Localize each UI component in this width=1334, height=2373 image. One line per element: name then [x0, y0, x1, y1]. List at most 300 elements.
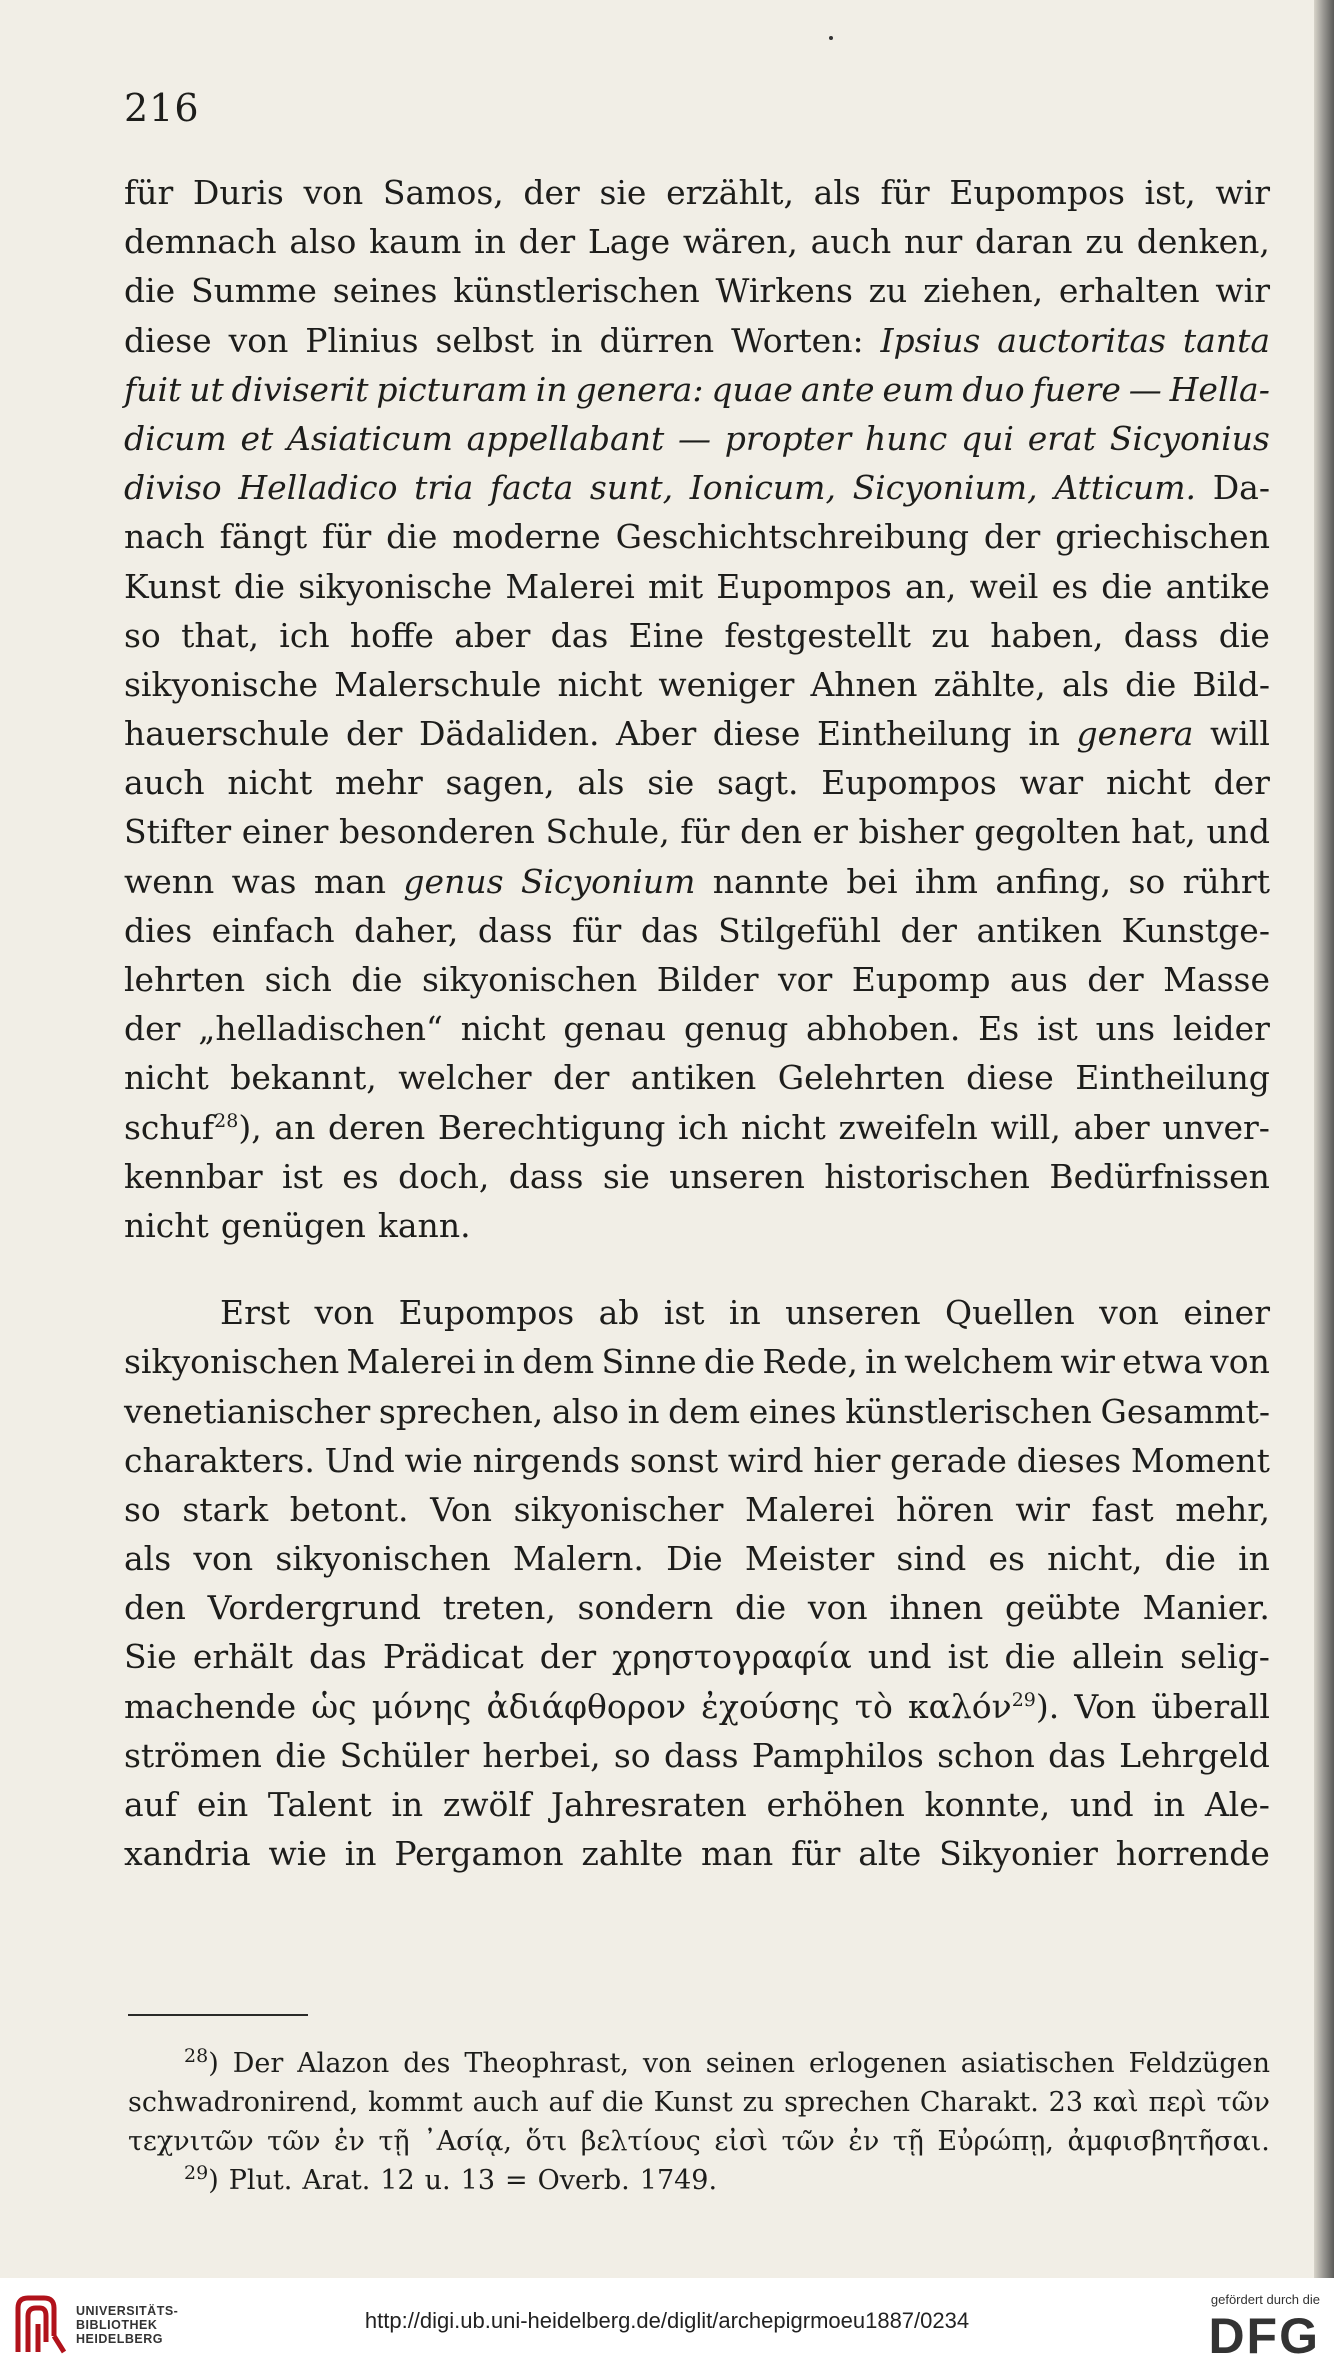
word: Sicyonium [520, 861, 696, 901]
text-line [124, 1829, 1270, 1878]
word: erlogenen [808, 2048, 947, 2079]
word: griechischen [1055, 517, 1270, 557]
word: mehr, [1175, 1489, 1270, 1529]
word: $^{29}$) [184, 2162, 219, 2196]
word: des [403, 2048, 451, 2079]
text-line [124, 955, 1270, 1004]
word: seinen [705, 2048, 795, 2079]
word: sie [647, 763, 695, 803]
word: picturam [376, 369, 528, 409]
word: diese [966, 1058, 1054, 1098]
word: wird [727, 1440, 804, 1480]
word: xandria [124, 1834, 251, 1874]
text-line [124, 1534, 1270, 1583]
word: und [1069, 1785, 1134, 1824]
text-line [124, 857, 1270, 906]
word: nannte [712, 861, 829, 901]
word: ich [279, 615, 330, 655]
word: ziehen, [923, 271, 1044, 311]
word: einer [241, 812, 329, 852]
word: nicht [557, 664, 643, 704]
word: Stifter [124, 812, 232, 852]
word: den [124, 1588, 186, 1628]
word: das [550, 615, 609, 655]
word: von [1210, 1342, 1270, 1382]
word: duo [962, 369, 1025, 409]
word: kaum [369, 222, 462, 262]
word: Bedürfnissen [1049, 1156, 1270, 1196]
word: auch [810, 222, 892, 262]
word: mehr [334, 763, 423, 803]
word: diviserit [231, 369, 369, 409]
word: nicht [124, 1058, 209, 1098]
word: dem [668, 1391, 741, 1431]
word: nicht [227, 763, 313, 803]
word: weil [969, 566, 1039, 606]
word: der [518, 222, 576, 262]
word: 1749. [639, 2165, 718, 2196]
footer-bar [0, 2278, 1334, 2373]
word: auch [124, 763, 205, 803]
word: περὶ [1148, 2087, 1207, 2118]
word: kennbar [124, 1156, 263, 1196]
word: selbst [435, 320, 534, 360]
text-line [124, 1288, 1270, 1337]
word: Pamphilos [751, 1735, 924, 1775]
word: ante [800, 369, 875, 409]
word: die [1218, 615, 1270, 655]
word: demnach [124, 222, 277, 262]
word: von [1099, 1293, 1159, 1333]
word: hat, [1131, 812, 1196, 852]
word: bekannt, [230, 1058, 377, 1098]
word: sikyonischer [513, 1489, 724, 1529]
word: der [1087, 960, 1144, 999]
word: sprechen [784, 2087, 910, 2118]
word: Samos, [382, 173, 504, 212]
word: — [677, 418, 711, 458]
word: auch [472, 2087, 539, 2118]
word: künstlerischen [845, 1391, 1092, 1431]
word: ist [1037, 1009, 1078, 1049]
word: allein [1071, 1637, 1164, 1677]
word: τὸ [854, 1686, 893, 1726]
text-line [124, 414, 1270, 463]
word: 23 [1048, 2087, 1084, 2118]
word: Alazon [297, 2048, 390, 2079]
word: Eine [628, 615, 705, 655]
word: ihnen [889, 1588, 984, 1628]
word: Sikyonier [939, 1834, 1098, 1874]
word: ist, [1144, 173, 1196, 212]
word: Es [978, 1009, 1020, 1049]
word: nicht [460, 1009, 546, 1049]
word: Vordergrund [207, 1588, 422, 1628]
word: erhalten [1058, 271, 1200, 311]
word: schuf$^{28}$), [124, 1107, 262, 1147]
word: Eintheilung [1075, 1058, 1270, 1098]
word: zahlte [581, 1834, 684, 1874]
word: Atticum. [1054, 468, 1197, 508]
word: Hella- [1169, 369, 1270, 409]
word: diviso [124, 468, 222, 508]
word: Lehrgeld [1119, 1735, 1270, 1775]
word: Ionicum, [689, 468, 836, 508]
word: zweifeln [838, 1107, 978, 1147]
word: Erst [220, 1293, 291, 1333]
word: Plinius [305, 320, 419, 360]
text-line [124, 1201, 1270, 1250]
word: horrende [1115, 1834, 1270, 1874]
word: in [391, 1785, 424, 1824]
word: in [483, 1342, 515, 1382]
word: dicum [124, 418, 227, 458]
word: sunt, [589, 468, 674, 508]
word: Der [232, 2048, 284, 2079]
word: als [124, 1539, 172, 1579]
word: Sicyonius [1109, 418, 1270, 458]
text-line [124, 1780, 1270, 1829]
text-line [124, 611, 1270, 660]
word: daran [975, 222, 1073, 262]
word: ab [598, 1293, 640, 1333]
word: und [867, 1637, 932, 1677]
word: tria [414, 468, 474, 508]
word: nicht [740, 1107, 826, 1147]
word: den [740, 812, 803, 852]
footnote-marker: 28 [184, 2045, 209, 2067]
scan-edge [1314, 0, 1334, 2278]
word: sikyonische [124, 664, 319, 704]
word: Eupompos [949, 173, 1125, 212]
word: Moment [1130, 1440, 1270, 1480]
word: Manier. [1142, 1588, 1270, 1628]
word: konnte, [924, 1785, 1051, 1824]
word: an [274, 1107, 316, 1147]
word: der [1213, 763, 1270, 803]
word: τῇ [378, 2126, 410, 2157]
word: nach [124, 517, 205, 557]
word: der [983, 517, 1041, 557]
word: Feldzügen [1128, 2048, 1270, 2079]
word: Kunstge- [1121, 910, 1270, 950]
word: die [233, 566, 286, 606]
word: von [193, 1539, 254, 1579]
word: quae [711, 369, 793, 409]
word: etwa [1122, 1342, 1203, 1382]
word: will, [990, 1107, 1061, 1147]
word: hören [896, 1489, 994, 1529]
word: aber [1073, 1107, 1150, 1147]
word: Prädicat [382, 1637, 524, 1677]
word: that, [181, 615, 260, 655]
word: dem [522, 1342, 595, 1382]
word: τῇ [892, 2126, 924, 2157]
text-line [124, 906, 1270, 955]
word: machende [124, 1686, 297, 1726]
word: welcher [398, 1058, 532, 1098]
word: der [124, 1009, 181, 1049]
word: selig- [1180, 1637, 1270, 1677]
word: für [572, 910, 622, 950]
word: eines [748, 1391, 837, 1431]
word: weniger [658, 664, 795, 704]
word: propter [724, 418, 852, 458]
word: das [640, 910, 699, 950]
word: ut [189, 369, 224, 409]
word: Von [1074, 1686, 1137, 1726]
word: die [1164, 1539, 1216, 1579]
word: antiken [630, 1058, 757, 1098]
word: sich [264, 960, 332, 999]
word: überall [1151, 1686, 1270, 1726]
word: schwadronirend, [128, 2087, 359, 2118]
word: in [344, 1834, 377, 1874]
word: τῶν [1216, 2087, 1270, 2118]
word: dass [663, 1735, 739, 1775]
text-line [124, 512, 1270, 561]
word: erzählt, [666, 173, 795, 212]
word: ist [663, 1293, 705, 1333]
word: antike [1165, 566, 1270, 606]
text-line [124, 1436, 1270, 1485]
word: der [523, 173, 580, 212]
word: hoffe [349, 615, 434, 655]
word: in [1153, 1785, 1186, 1824]
word: herbei, [482, 1735, 601, 1775]
word: τῶν [781, 2126, 835, 2157]
word: τῶν [267, 2126, 321, 2157]
word: welchem [904, 1342, 1054, 1382]
word: sikyonischen [275, 1539, 491, 1579]
word: fuit [124, 369, 182, 409]
word: war [1019, 763, 1084, 803]
word: ist [947, 1637, 989, 1677]
word: wie [268, 1834, 327, 1874]
word: Kunst [653, 2087, 733, 2118]
footnote-line [128, 2083, 1270, 2122]
word: Worten: [731, 320, 864, 360]
word: Die [666, 1539, 723, 1579]
word: seines [332, 271, 438, 311]
word: sind [896, 1539, 967, 1579]
word: Lage [587, 222, 671, 262]
word: von [642, 2048, 692, 2079]
library-name-line: HEIDELBERG [76, 2332, 163, 2346]
text-line [124, 1583, 1270, 1632]
word: appellabant [466, 418, 665, 458]
word: genus [403, 861, 504, 901]
word: von [303, 173, 364, 212]
word: Helladico [238, 468, 398, 508]
word: die [1004, 1637, 1056, 1677]
word: unseren [669, 1156, 805, 1196]
word: die [601, 2087, 644, 2118]
text-line [124, 463, 1270, 512]
word: Eupompos [821, 763, 997, 803]
word: also [551, 1391, 619, 1431]
word: Asiaticum [287, 418, 453, 458]
word: qui [961, 418, 1014, 458]
word: 13 [460, 2165, 495, 2196]
dfg-logo: DFG [1208, 2308, 1320, 2364]
ink-dot [829, 36, 833, 40]
word: Pergamon [394, 1834, 564, 1874]
word: abhoben. [806, 1009, 961, 1049]
word: diese [712, 714, 801, 754]
word: — [1128, 369, 1162, 409]
word: Sicyonium, [852, 468, 1038, 508]
word: dass [508, 1156, 584, 1196]
word: in [550, 320, 583, 360]
word: sondern [577, 1588, 714, 1628]
text-line [124, 1682, 1270, 1731]
word: Charakt. [919, 2087, 1039, 2118]
word: Schüler [339, 1735, 470, 1775]
word: einer [1183, 1293, 1270, 1333]
word: also [289, 222, 357, 262]
footnote-line [128, 2161, 1270, 2200]
word: Wirkens [715, 271, 853, 311]
word: zu [1085, 222, 1124, 262]
word: und [1206, 812, 1270, 852]
word: ein [196, 1785, 249, 1824]
word: anfing, [995, 861, 1112, 901]
word: Und [324, 1440, 395, 1480]
word: charakters. [124, 1440, 315, 1480]
word: venetianischer [124, 1391, 371, 1431]
text-line [124, 562, 1270, 611]
word: bei [846, 861, 898, 901]
word: Eintheilung [816, 714, 1012, 754]
word: man [313, 861, 387, 901]
word: für [124, 173, 174, 212]
word: auf [124, 1785, 178, 1824]
word: wir [1215, 173, 1270, 212]
word: es [988, 1539, 1025, 1579]
page-url-link[interactable]: http://digi.ub.uni-heidelberg.de/diglit/archepigrmoeu1887/0234 [364, 2308, 970, 2333]
word: dieses [1016, 1440, 1122, 1480]
word: die [735, 1588, 787, 1628]
funding-caption: gefördert durch die [1210, 2292, 1320, 2307]
word: wie [404, 1440, 463, 1480]
word: will [1209, 714, 1270, 754]
word: Dädaliden. [419, 714, 600, 754]
word: asiatischen [960, 2048, 1115, 2079]
word: in [474, 222, 506, 262]
text-line [124, 807, 1270, 856]
word: Da- [1212, 468, 1270, 508]
footnote-marker: 29 [1011, 1688, 1036, 1711]
word: leider [1172, 1009, 1270, 1049]
word: für [322, 517, 372, 557]
word: Sinne [601, 1342, 697, 1382]
word: die [124, 271, 176, 311]
word: Eupompos [398, 1293, 575, 1333]
word: rührt [1182, 861, 1270, 901]
word: τεχνιτῶν [128, 2126, 254, 2157]
word: auctoritas [997, 320, 1166, 360]
word: unseren [785, 1293, 921, 1333]
word: ἐχούσης [701, 1686, 840, 1726]
word: treten, [442, 1588, 556, 1628]
word: Jahresraten [550, 1785, 747, 1824]
word: καλόν$^{29}$). [907, 1686, 1060, 1726]
word: fängt [219, 517, 308, 557]
word: nicht [1105, 763, 1191, 803]
word: lehrten [124, 960, 246, 999]
word: historischen [824, 1156, 1030, 1196]
word: Summe [190, 271, 317, 311]
body-text [124, 168, 1270, 1878]
word: für [791, 1834, 841, 1874]
word: dies [124, 910, 193, 950]
word: Bild- [1192, 664, 1270, 704]
word: von [807, 1588, 868, 1628]
word: Eupompos [716, 566, 892, 606]
word: fast [1091, 1489, 1154, 1529]
word: betont. [289, 1489, 409, 1529]
word: an, [904, 566, 957, 606]
word: von [314, 1293, 375, 1333]
text-line [124, 1337, 1270, 1386]
word: Aber [615, 714, 697, 754]
word: sprechen, [378, 1391, 544, 1431]
word: Meister [744, 1539, 875, 1579]
word: βελτίους [580, 2126, 701, 2157]
word: in [1238, 1539, 1270, 1579]
word: genera: [575, 369, 704, 409]
text-line [124, 1152, 1270, 1201]
word: „helladischen“ [198, 1009, 443, 1049]
word: hauerschule [124, 714, 330, 754]
text-line [124, 168, 1270, 217]
word: die [275, 1735, 327, 1775]
word: fuere [1032, 369, 1121, 409]
word: Ale- [1204, 1785, 1270, 1824]
word: für [880, 173, 930, 212]
word: sonst [629, 1440, 719, 1480]
word: stark [182, 1489, 269, 1529]
word: ἐν [848, 2126, 880, 2157]
word: als [813, 173, 861, 212]
word: genug [683, 1009, 789, 1049]
text-line [124, 660, 1270, 709]
text-line [124, 1632, 1270, 1681]
word: Geschichtschreibung [615, 517, 969, 557]
word: Duris [192, 173, 284, 212]
word: künstlerischen [453, 271, 700, 311]
word: so [124, 615, 161, 655]
word: hunc [864, 418, 948, 458]
word: doch, [398, 1156, 490, 1196]
word: ist [282, 1156, 323, 1196]
word: zählte, [933, 664, 1046, 704]
word: in [865, 1342, 897, 1382]
text-line [124, 758, 1270, 807]
word: dürren [599, 320, 715, 360]
word: καὶ [1092, 2087, 1139, 2118]
text-line [124, 1053, 1270, 1102]
word: strömen [124, 1735, 262, 1775]
word: Von [430, 1489, 493, 1529]
word: dass [1123, 615, 1199, 655]
word: Εὐρώπῃ, [937, 2126, 1054, 2157]
word: sagen, [445, 763, 555, 803]
word: Bilder [656, 960, 759, 999]
library-name-line: UNIVERSITÄTS- [76, 2304, 179, 2318]
footnote-line [128, 2044, 1270, 2083]
